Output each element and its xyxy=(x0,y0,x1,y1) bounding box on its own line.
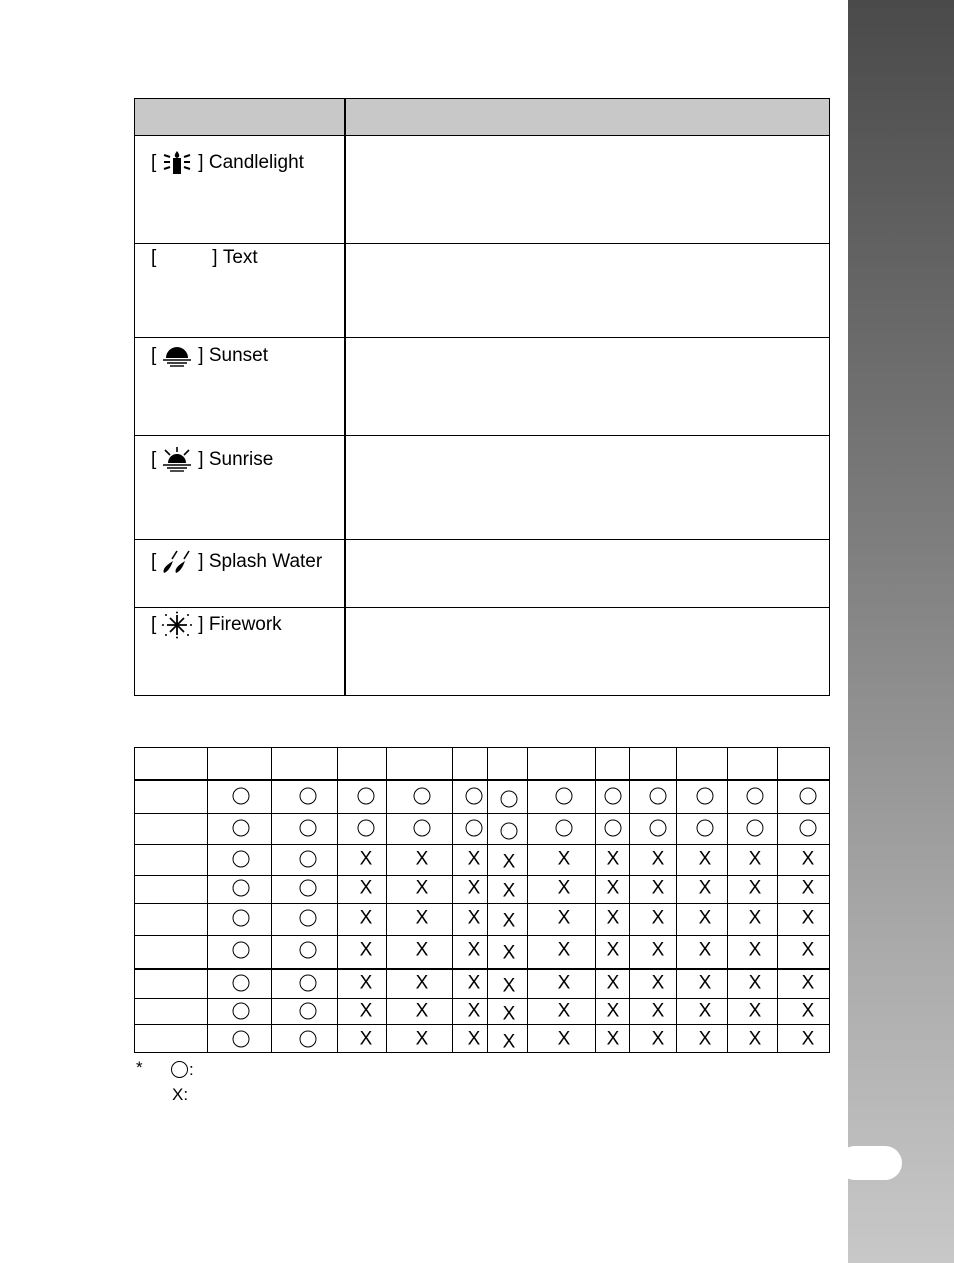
grid-column-divider xyxy=(727,748,728,1052)
grid-column-divider xyxy=(527,748,528,1052)
grid-column-divider xyxy=(595,748,596,1052)
cell-not-available: X xyxy=(606,907,620,929)
cell-available-circle-icon xyxy=(233,880,250,897)
cell-available-circle-icon xyxy=(300,910,317,927)
cell-available-circle-icon xyxy=(466,788,483,805)
cell-available-circle-icon xyxy=(697,788,714,805)
grid-row-divider xyxy=(135,935,829,936)
cell-available-circle-icon xyxy=(233,788,250,805)
grid-column-divider xyxy=(207,748,208,1052)
legend-circle-suffix: : xyxy=(189,1060,194,1079)
cell-not-available: X xyxy=(557,972,571,994)
cell-not-available: X xyxy=(698,877,712,899)
cell-not-available: X xyxy=(557,848,571,870)
cell-available-circle-icon xyxy=(501,791,518,808)
grid-column-divider xyxy=(337,748,338,1052)
cell-not-available: X xyxy=(698,1000,712,1022)
cell-not-available: X xyxy=(651,907,665,929)
cell-not-available: X xyxy=(467,877,481,899)
cell-available-circle-icon xyxy=(697,820,714,837)
cell-not-available: X xyxy=(359,939,373,961)
scene-label-text: Sunrise xyxy=(208,449,274,470)
cell-available-circle-icon xyxy=(300,820,317,837)
cell-not-available: X xyxy=(748,972,762,994)
scene-label-text: Firework xyxy=(208,614,282,635)
cell-available-circle-icon xyxy=(233,975,250,992)
cell-not-available: X xyxy=(748,1000,762,1022)
sunset-icon xyxy=(158,344,196,368)
cell-not-available: X xyxy=(467,972,481,994)
grid-row-divider xyxy=(135,1024,829,1025)
cell-not-available: X xyxy=(606,939,620,961)
cell-not-available: X xyxy=(415,877,429,899)
candlelight-icon xyxy=(158,151,196,175)
cell-not-available: X xyxy=(801,848,815,870)
grid-row-divider xyxy=(135,875,829,876)
cell-available-circle-icon xyxy=(233,1031,250,1048)
scene-mode-table xyxy=(134,98,830,696)
cell-not-available: X xyxy=(359,907,373,929)
cell-available-circle-icon xyxy=(300,942,317,959)
cell-not-available: X xyxy=(748,877,762,899)
cell-not-available: X xyxy=(467,907,481,929)
cell-not-available: X xyxy=(467,848,481,870)
cell-available-circle-icon xyxy=(300,880,317,897)
cell-not-available: X xyxy=(698,848,712,870)
scene-label-text: Candlelight xyxy=(208,152,304,173)
cell-not-available: X xyxy=(801,907,815,929)
cell-not-available: X xyxy=(557,907,571,929)
cell-not-available: X xyxy=(606,1028,620,1050)
cell-not-available: X xyxy=(698,907,712,929)
cell-not-available: X xyxy=(606,877,620,899)
legend-asterisk: * xyxy=(136,1058,143,1077)
grid-row-divider xyxy=(135,968,829,970)
row-divider xyxy=(135,337,829,338)
cell-available-circle-icon xyxy=(800,820,817,837)
table-header xyxy=(135,99,829,136)
legend-circle-icon xyxy=(171,1061,188,1078)
cell-available-circle-icon xyxy=(747,820,764,837)
cell-available-circle-icon xyxy=(300,975,317,992)
cell-not-available: X xyxy=(651,1000,665,1022)
cell-not-available: X xyxy=(651,877,665,899)
grid-row-divider xyxy=(135,844,829,845)
cell-not-available: X xyxy=(359,877,373,899)
cell-available-circle-icon xyxy=(414,788,431,805)
cell-not-available: X xyxy=(651,1028,665,1050)
cell-not-available: X xyxy=(359,972,373,994)
cell-not-available: X xyxy=(801,877,815,899)
page-number-tab xyxy=(838,1146,902,1180)
cell-available-circle-icon xyxy=(466,820,483,837)
grid-row-divider xyxy=(135,779,829,781)
cell-not-available: X xyxy=(467,939,481,961)
cell-not-available: X xyxy=(502,910,516,932)
cell-not-available: X xyxy=(359,848,373,870)
legend-x-label: X: xyxy=(172,1085,189,1104)
text-icon xyxy=(158,246,210,270)
cell-not-available: X xyxy=(748,939,762,961)
cell-available-circle-icon xyxy=(300,1003,317,1020)
cell-available-circle-icon xyxy=(233,820,250,837)
cell-available-circle-icon xyxy=(650,788,667,805)
cell-not-available: X xyxy=(415,1028,429,1050)
cell-not-available: X xyxy=(748,848,762,870)
cell-not-available: X xyxy=(557,877,571,899)
grid-column-divider xyxy=(629,748,630,1052)
cell-available-circle-icon xyxy=(300,851,317,868)
scene-label-text: Sunset xyxy=(208,345,268,366)
cell-not-available: X xyxy=(502,880,516,902)
cell-not-available: X xyxy=(502,942,516,964)
cell-not-available: X xyxy=(606,848,620,870)
cell-available-circle-icon xyxy=(233,942,250,959)
cell-not-available: X xyxy=(651,848,665,870)
cell-not-available: X xyxy=(698,1028,712,1050)
cell-not-available: X xyxy=(415,972,429,994)
sunrise-icon xyxy=(158,448,196,472)
cell-available-circle-icon xyxy=(747,788,764,805)
cell-not-available: X xyxy=(415,1000,429,1022)
cell-not-available: X xyxy=(502,1031,516,1053)
cell-not-available: X xyxy=(502,1003,516,1025)
row-divider xyxy=(135,435,829,436)
grid-row-divider xyxy=(135,998,829,999)
side-tab-bar xyxy=(848,0,954,1263)
cell-available-circle-icon xyxy=(414,820,431,837)
scene-label-text: Splash Water xyxy=(208,551,323,572)
cell-not-available: X xyxy=(467,1000,481,1022)
grid-row-divider xyxy=(135,813,829,814)
cell-available-circle-icon xyxy=(501,823,518,840)
cell-not-available: X xyxy=(359,1028,373,1050)
scene-row-firework: [ ] Firework xyxy=(151,613,282,637)
scene-label-text: Text xyxy=(222,247,258,268)
cell-not-available: X xyxy=(801,939,815,961)
grid-column-divider xyxy=(777,748,778,1052)
scene-row-text: [ ] Text xyxy=(151,247,258,268)
cell-available-circle-icon xyxy=(300,1031,317,1048)
cell-available-circle-icon xyxy=(300,788,317,805)
cell-available-circle-icon xyxy=(650,820,667,837)
cell-not-available: X xyxy=(557,1028,571,1050)
grid-column-divider xyxy=(271,748,272,1052)
cell-not-available: X xyxy=(359,1000,373,1022)
cell-not-available: X xyxy=(801,1028,815,1050)
cell-not-available: X xyxy=(467,1028,481,1050)
firework-icon xyxy=(158,613,196,637)
grid-row-divider xyxy=(135,903,829,904)
splash-water-icon xyxy=(158,550,196,574)
grid-column-divider xyxy=(676,748,677,1052)
cell-available-circle-icon xyxy=(800,788,817,805)
scene-row-sunset: [ ] Sunset xyxy=(151,345,268,366)
cell-available-circle-icon xyxy=(358,820,375,837)
cell-not-available: X xyxy=(801,1000,815,1022)
scene-row-candlelight: [ ] Candlelight xyxy=(151,152,304,173)
scene-row-splash-water: [ ] Splash Water xyxy=(151,551,323,572)
cell-not-available: X xyxy=(698,972,712,994)
scene-row-sunrise: [ ] Sunrise xyxy=(151,449,274,470)
cell-available-circle-icon xyxy=(233,910,250,927)
row-divider xyxy=(135,607,829,608)
cell-available-circle-icon xyxy=(556,788,573,805)
cell-available-circle-icon xyxy=(605,788,622,805)
cell-not-available: X xyxy=(415,939,429,961)
cell-not-available: X xyxy=(651,939,665,961)
cell-available-circle-icon xyxy=(556,820,573,837)
cell-not-available: X xyxy=(502,851,516,873)
cell-not-available: X xyxy=(415,907,429,929)
cell-not-available: X xyxy=(557,1000,571,1022)
cell-not-available: X xyxy=(748,1028,762,1050)
cell-not-available: X xyxy=(606,972,620,994)
cell-available-circle-icon xyxy=(233,851,250,868)
cell-not-available: X xyxy=(606,1000,620,1022)
cell-not-available: X xyxy=(801,972,815,994)
cell-not-available: X xyxy=(651,972,665,994)
cell-not-available: X xyxy=(748,907,762,929)
cell-not-available: X xyxy=(502,975,516,997)
cell-available-circle-icon xyxy=(358,788,375,805)
cell-not-available: X xyxy=(557,939,571,961)
row-divider xyxy=(135,539,829,540)
row-divider xyxy=(135,243,829,244)
column-divider xyxy=(344,99,346,695)
compatibility-table xyxy=(134,747,830,1053)
cell-not-available: X xyxy=(415,848,429,870)
grid-column-divider xyxy=(452,748,453,1052)
grid-column-divider xyxy=(386,748,387,1052)
cell-not-available: X xyxy=(698,939,712,961)
cell-available-circle-icon xyxy=(605,820,622,837)
cell-available-circle-icon xyxy=(233,1003,250,1020)
grid-column-divider xyxy=(487,748,488,1052)
